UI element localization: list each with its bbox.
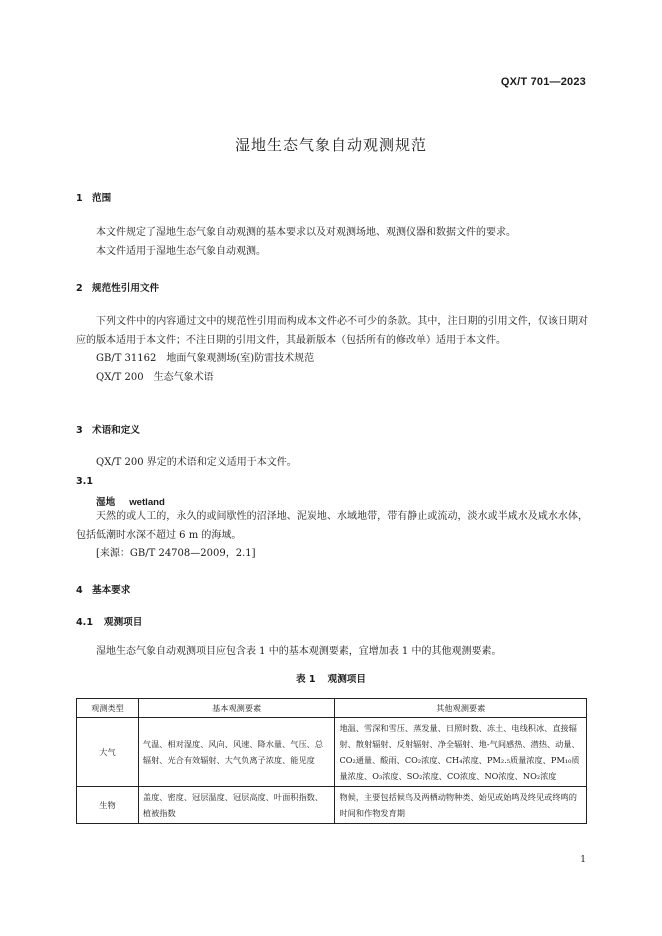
document-title: 湿地生态气象自动观测规范 [234, 136, 427, 154]
paragraph: QX/T 200 界定的术语和定义适用于本文件。 [96, 457, 297, 468]
paragraph: 下列文件中的内容通过文中的规范性引用而构成本文件必不可少的条款。其中，注日期的引用文件，仅该日期对应的版本适用于本文件；不注日期的引用文件，其最新版本（包括所有的修改单）适用于本文件。 [76, 316, 588, 346]
table-cell-other: 物候，主要包括候鸟及两栖动物种类、始见或始鸣及终见或终鸣的时间和作物发育期 [335, 787, 587, 824]
section-heading-terms [76, 422, 140, 436]
standard-code: QX/T 701—2023 [500, 76, 586, 88]
column-header: 基本观测要素 [138, 699, 335, 718]
section-number: 1 [76, 193, 83, 204]
reference-item: GB/T 31162 地面气象观测场(室)防雷技术规范 [96, 353, 315, 364]
table-row [77, 787, 587, 824]
paragraph: 湿地生态气象自动观测项目应包含表 1 中的基本观测要素，宜增加表 1 中的其他观测要素。 [96, 646, 502, 657]
section-title: 基本要求 [92, 585, 131, 596]
observation-items-table [76, 698, 587, 824]
section-title: 术语和定义 [92, 425, 140, 436]
page-number: 1 [580, 855, 586, 865]
subsection-title: 观测项目 [104, 617, 143, 628]
column-header: 其他观测要素 [335, 699, 587, 718]
section-number: 3 [76, 425, 83, 436]
paragraph: 本文件适用于湿地生态气象自动观测。 [96, 245, 266, 257]
table-cell-type: 生物 [77, 787, 139, 824]
term-en: wetland [129, 497, 165, 508]
term-zh: 湿地 [96, 497, 116, 508]
table-caption-title: 观测项目 [327, 674, 366, 685]
table-row [77, 718, 587, 787]
term-definition: 天然的或人工的，永久的或间歇性的沼泽地、泥炭地、水域地带，带有静止或流动，淡水或半咸水及咸水水体，包括低潮时水深不超过 6 m 的海域。 [76, 511, 588, 541]
section-body-scope [76, 224, 588, 261]
subsection-heading-observation-items [76, 614, 142, 628]
term-source: [来源：GB/T 24708—2009，2.1] [96, 548, 256, 559]
table-cell-basic: 气温、相对湿度、风向、风速、降水量、气压、总辐射、光合有效辐射、大气负离子浓度、能见度 [138, 718, 335, 787]
section-body-terms [76, 454, 588, 473]
section-number: 4 [76, 585, 83, 596]
subsection-body [76, 643, 588, 662]
section-body-normative-references [76, 313, 588, 387]
term-entry [96, 494, 165, 508]
table-caption-number: 表 1 [296, 674, 316, 685]
term-definition-block [76, 508, 588, 564]
table-header-row [77, 699, 587, 718]
paragraph: 本文件规定了湿地生态气象自动观测的基本要求以及对观测场地、观测仪器和数据文件的要求。 [96, 227, 516, 238]
section-heading-scope [76, 190, 111, 204]
section-title: 规范性引用文件 [92, 283, 160, 294]
reference-item: QX/T 200 生态气象术语 [96, 371, 214, 383]
section-title: 范围 [92, 193, 112, 204]
table-cell-other: 地温、雪深和雪压、蒸发量、日照时数、冻土、电线积冰、直接辐射、散射辐射、反射辐射、净全辐射、地-气间感热、潜热、动量、CO₂通量、酸雨、CO₂浓度、CH₄浓度、PM₂.₅质量浓度、PM₁₀质量浓度、O₃浓度、SO₂浓度、CO浓度、NO浓度、NO₂浓度 [335, 718, 587, 787]
column-header: 观测类型 [77, 699, 139, 718]
table-caption [0, 671, 662, 685]
table-cell-basic: 盖度、密度、冠层温度、冠层高度、叶面积指数、植被指数 [138, 787, 335, 824]
table-cell-type: 大气 [77, 718, 139, 787]
subsection-number: 4.1 [76, 617, 93, 628]
term-number: 3.1 [76, 476, 93, 487]
section-heading-normative-references [76, 280, 159, 294]
section-number: 2 [76, 283, 83, 294]
section-heading-basic-requirements [76, 582, 130, 596]
